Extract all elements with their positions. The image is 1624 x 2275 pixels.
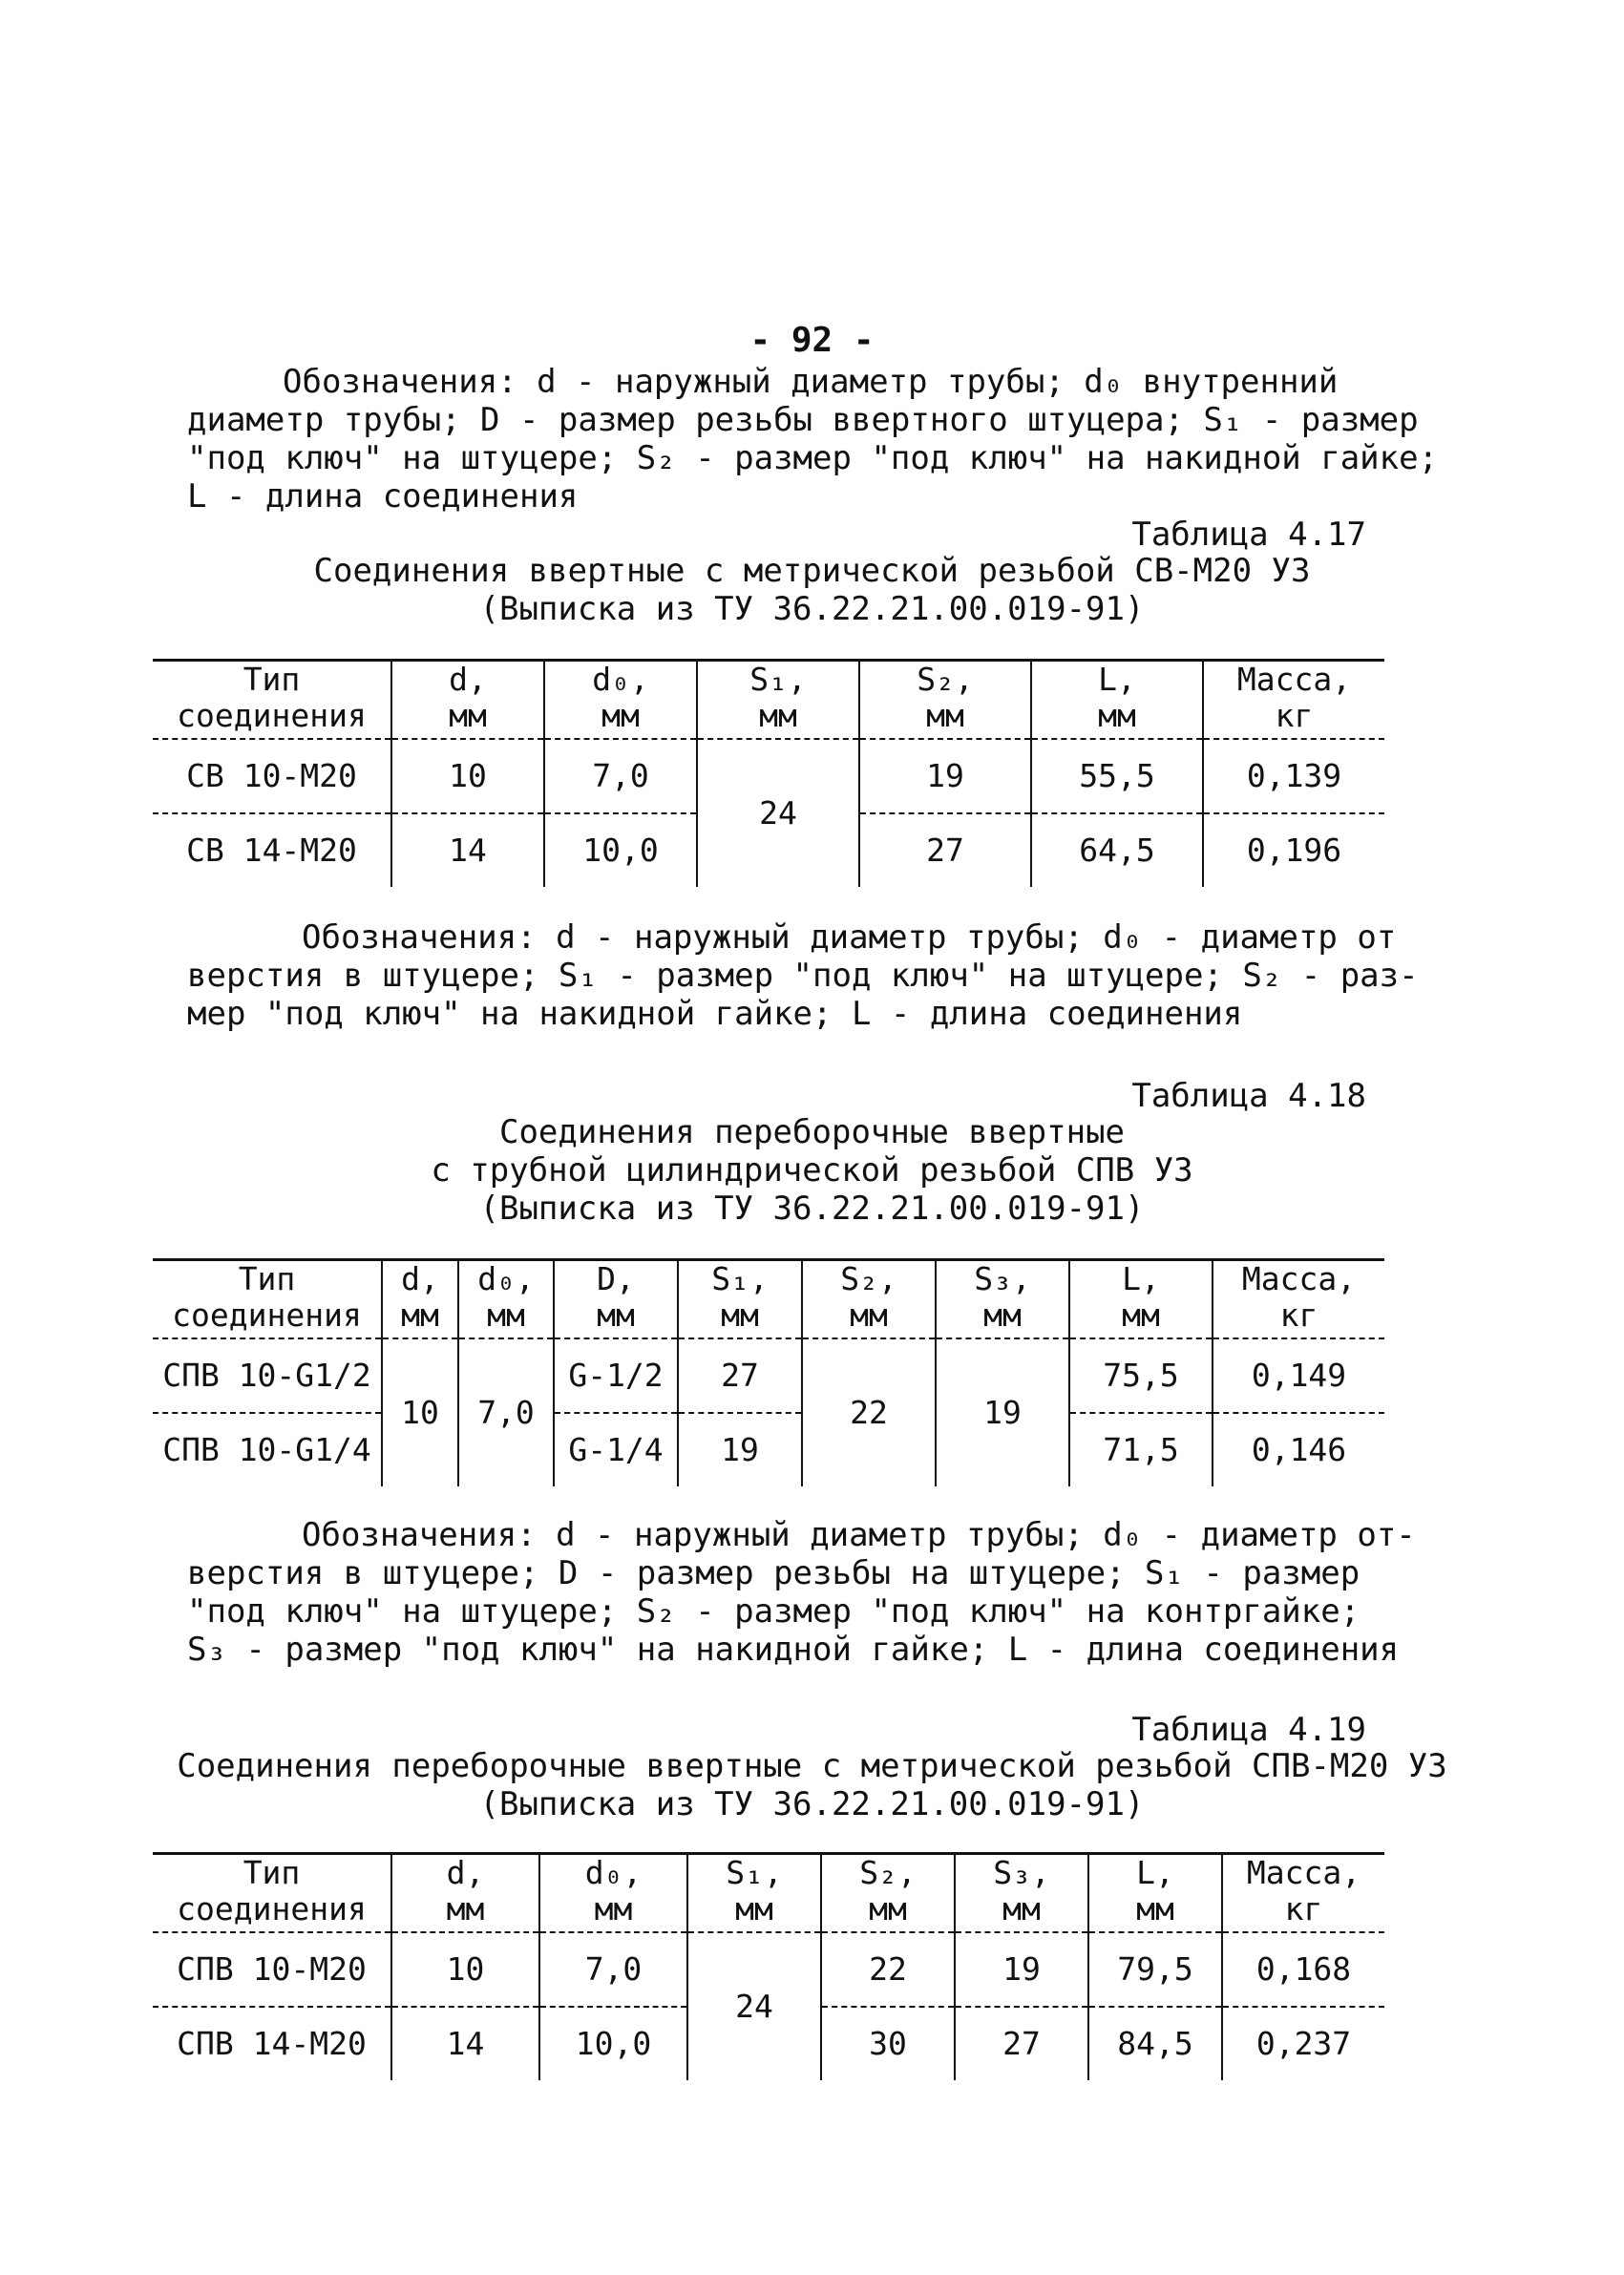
- header-unit: мм: [544, 698, 697, 739]
- table-cell: СВ 10-М20: [153, 739, 391, 813]
- page-number: - 92 -: [749, 321, 875, 360]
- header-unit: мм: [539, 1891, 687, 1932]
- table-cell: 7,0: [544, 739, 697, 813]
- notation-paragraph-2: [187, 918, 1419, 1033]
- header-mass: Масса,: [1222, 1854, 1384, 1892]
- header-D: D,: [554, 1260, 678, 1298]
- header-s2: S₂,: [859, 661, 1031, 699]
- table-cell-merged: 10: [382, 1338, 458, 1486]
- title-line: (Выписка из ТУ 36.22.21.00.019-91): [479, 1785, 1145, 1823]
- table-4-17-label: Таблица 4.17: [1131, 516, 1366, 554]
- header-s3: S₃,: [936, 1260, 1069, 1298]
- table-cell: 0,196: [1203, 813, 1384, 887]
- table-cell: 10: [391, 1932, 539, 2007]
- header-l: L,: [1069, 1260, 1213, 1298]
- header-type-2: соединения: [153, 1297, 382, 1338]
- table-cell-merged: 24: [697, 739, 859, 887]
- header-unit: мм: [391, 698, 544, 739]
- table-cell: 84,5: [1088, 2007, 1222, 2080]
- table-cell-merged: 19: [936, 1338, 1069, 1486]
- table-cell: СПВ 14-М20: [177, 2025, 367, 2062]
- header-d: d,: [391, 661, 544, 699]
- table-cell: 55,5: [1031, 739, 1203, 813]
- header-type: Тип: [243, 1854, 301, 1891]
- table-cell-merged: 24: [687, 1932, 821, 2080]
- table-cell: 14: [391, 813, 544, 887]
- table-4-17-title: [0, 552, 1624, 628]
- para-line: диаметр трубы; D - размер резьбы ввертного штуцера; S₁ - размер: [187, 401, 1419, 439]
- header-unit: мм: [382, 1297, 458, 1338]
- table-cell: 10: [391, 739, 544, 813]
- table-4-19: [153, 1852, 1384, 2080]
- header-unit: мм: [554, 1297, 678, 1338]
- notation-paragraph-3: [187, 1516, 1416, 1669]
- table-cell: 10,0: [544, 813, 697, 887]
- title-line: (Выписка из ТУ 36.22.21.00.019-91): [479, 590, 1145, 628]
- para-line: Обозначения: d - наружный диаметр трубы; d₀ внутренний: [283, 363, 1339, 401]
- header-s1: S₁,: [697, 661, 859, 699]
- header-unit: мм: [687, 1891, 821, 1932]
- para-line: L - длина соединения: [187, 477, 579, 516]
- header-unit: мм: [678, 1297, 802, 1338]
- para-line: Обозначения: d - наружный диаметр трубы; d₀ - диаметр от-: [302, 1516, 1416, 1554]
- header-unit: мм: [802, 1297, 936, 1338]
- title-line: Соединения переборочные ввертные с метрической резьбой СПВ-М20 УЗ: [177, 1747, 1447, 1785]
- header-s3: S₃,: [955, 1854, 1088, 1892]
- header-unit: мм: [936, 1297, 1069, 1338]
- title-line: Соединения ввертные с метрической резьбой СВ-М20 УЗ: [313, 552, 1311, 590]
- table-cell-merged: 7,0: [458, 1338, 554, 1486]
- header-unit: мм: [1031, 698, 1203, 739]
- para-line: "под ключ" на штуцере; S₂ - размер "под ключ" на контргайке;: [187, 1592, 1360, 1631]
- para-line: S₃ - размер "под ключ" на накидной гайке; L - длина соединения: [187, 1631, 1400, 1669]
- notation-paragraph-1: [187, 363, 1439, 516]
- table-cell: 27: [859, 813, 1031, 887]
- header-s2: S₂,: [802, 1260, 936, 1298]
- header-unit: мм: [458, 1297, 554, 1338]
- table-4-19-title: [0, 1747, 1624, 1823]
- table-cell: 19: [955, 1932, 1088, 2007]
- para-line: верстия в штуцере; D - размер резьбы на штуцере; S₁ - размер: [187, 1554, 1360, 1592]
- table-4-18-label: Таблица 4.18: [1131, 1077, 1366, 1115]
- header-type: Тип: [243, 661, 301, 698]
- header-l: L,: [1031, 661, 1203, 699]
- header-unit: мм: [1088, 1891, 1222, 1932]
- header-unit: мм: [859, 698, 1031, 739]
- table-4-18: [153, 1258, 1384, 1486]
- header-type-2: соединения: [153, 1891, 391, 1932]
- table-cell: G-1/4: [554, 1413, 678, 1486]
- header-type: Тип: [238, 1260, 296, 1297]
- table-cell: 7,0: [539, 1932, 687, 2007]
- table-4-18-title: [0, 1113, 1624, 1228]
- table-cell: G-1/2: [554, 1338, 678, 1413]
- table-cell: 71,5: [1069, 1413, 1213, 1486]
- header-d: d,: [391, 1854, 539, 1892]
- table-cell: 75,5: [1069, 1338, 1213, 1413]
- table-cell: 0,168: [1222, 1932, 1384, 2007]
- table-cell: СПВ 10-G1/2: [153, 1338, 382, 1413]
- header-l: L,: [1088, 1854, 1222, 1892]
- header-unit: мм: [391, 1891, 539, 1932]
- header-s2: S₂,: [821, 1854, 955, 1892]
- header-s1: S₁,: [687, 1854, 821, 1892]
- table-4-17: [153, 659, 1384, 887]
- table-cell: 79,5: [1088, 1932, 1222, 2007]
- header-unit: мм: [955, 1891, 1088, 1932]
- title-line: с трубной цилиндрической резьбой СПВ УЗ: [431, 1151, 1193, 1190]
- header-type-2: соединения: [153, 698, 391, 739]
- header-unit: мм: [821, 1891, 955, 1932]
- header-d0: d₀,: [539, 1854, 687, 1892]
- table-cell: 22: [821, 1932, 955, 2007]
- header-d0: d₀,: [458, 1260, 554, 1298]
- table-cell: 0,146: [1213, 1413, 1384, 1486]
- table-cell: 30: [821, 2007, 955, 2080]
- para-line: "под ключ" на штуцере; S₂ - размер "под ключ" на накидной гайке;: [187, 439, 1439, 477]
- table-cell: 0,237: [1222, 2007, 1384, 2080]
- para-line: мер "под ключ" на накидной гайке; L - длина соединения: [187, 995, 1243, 1033]
- title-line: (Выписка из ТУ 36.22.21.00.019-91): [479, 1190, 1145, 1228]
- table-cell: 27: [678, 1338, 802, 1413]
- table-cell: СПВ 10-М20: [153, 1932, 391, 2007]
- title-line: Соединения переборочные ввертные: [498, 1113, 1126, 1151]
- table-cell-merged: 22: [802, 1338, 936, 1486]
- table-cell: 64,5: [1031, 813, 1203, 887]
- header-unit: мм: [1069, 1297, 1213, 1338]
- para-line: верстия в штуцере; S₁ - размер "под ключ" на штуцере; S₂ - раз-: [187, 957, 1419, 995]
- table-cell: СПВ 10-G1/4: [162, 1431, 371, 1468]
- para-line: Обозначения: d - наружный диаметр трубы; d₀ - диаметр от: [302, 918, 1397, 957]
- table-cell: 19: [859, 739, 1031, 813]
- table-4-19-label: Таблица 4.19: [1131, 1711, 1366, 1749]
- table-cell: 14: [391, 2007, 539, 2080]
- header-d0: d₀,: [544, 661, 697, 699]
- header-mass: Масса,: [1203, 661, 1384, 699]
- header-d: d,: [382, 1260, 458, 1298]
- table-cell: СВ 14-М20: [186, 832, 357, 869]
- header-unit: кг: [1222, 1891, 1384, 1932]
- table-cell: 0,139: [1203, 739, 1384, 813]
- table-cell: 10,0: [539, 2007, 687, 2080]
- header-mass: Масса,: [1213, 1260, 1384, 1298]
- table-cell: 0,149: [1213, 1338, 1384, 1413]
- header-unit: кг: [1213, 1297, 1384, 1338]
- header-unit: кг: [1203, 698, 1384, 739]
- header-unit: мм: [697, 698, 859, 739]
- table-cell: 19: [678, 1413, 802, 1486]
- table-cell: 27: [955, 2007, 1088, 2080]
- header-s1: S₁,: [678, 1260, 802, 1298]
